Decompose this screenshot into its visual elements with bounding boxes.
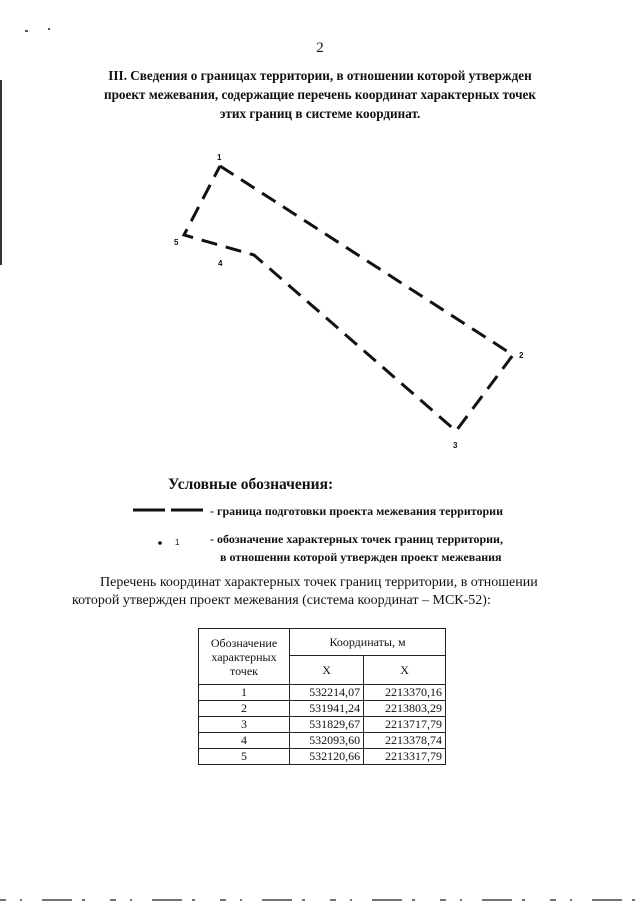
- table-row: [199, 717, 446, 733]
- point-label-1: 1: [217, 153, 222, 162]
- coordinates-intro: [72, 574, 572, 610]
- section-heading: [60, 66, 580, 123]
- legend-point-line: - обозначение характерных точек границ территории,: [210, 532, 503, 546]
- scan-speck: [48, 28, 50, 30]
- scan-speck: [25, 30, 28, 32]
- coordinates-table: [198, 628, 446, 765]
- legend-point-symbol: [156, 535, 196, 549]
- y-cell: 2213378,74: [364, 733, 446, 749]
- coordinates-header: Координаты, м: [290, 629, 446, 656]
- boundary-scheme: [160, 148, 540, 458]
- y-cell: 2213370,16: [364, 685, 446, 701]
- boundary-line: [184, 166, 513, 431]
- x-cell: 532120,66: [290, 749, 364, 765]
- x-cell: 531941,24: [290, 701, 364, 717]
- intro-line-2: которой утвержден проект межевания (система координат – МСК-52):: [72, 593, 491, 608]
- legend-point-line: в отношении которой утвержден проект межевания: [220, 550, 502, 564]
- table-row: [199, 685, 446, 701]
- point-label-3: 3: [453, 441, 458, 450]
- point-cell: 2: [199, 701, 290, 717]
- heading-line: III. Сведения о границах территории, в отношении которой утвержден: [108, 68, 532, 83]
- point-cell: 4: [199, 733, 290, 749]
- x-cell: 532214,07: [290, 685, 364, 701]
- table-row: [199, 733, 446, 749]
- y-column-header: X: [364, 656, 446, 685]
- point-cell: 1: [199, 685, 290, 701]
- point-label-5: 5: [174, 238, 179, 247]
- point-cell: 3: [199, 717, 290, 733]
- point-label-4: 4: [218, 259, 223, 268]
- scan-bottom-noise: [0, 899, 640, 901]
- intro-line-1: Перечень координат характерных точек границ территории, в отношении: [100, 575, 538, 590]
- scan-edge-line: [0, 80, 2, 265]
- heading-line: проект межевания, содержащие перечень координат характерных точек: [103, 87, 536, 102]
- table-row: [199, 701, 446, 717]
- point-cell: 5: [199, 749, 290, 765]
- point-column-header: Обозначение характерных точек: [199, 629, 290, 685]
- page-number: 2: [316, 40, 324, 56]
- legend-point-text: [210, 530, 503, 566]
- x-cell: 532093,60: [290, 733, 364, 749]
- x-cell: 531829,67: [290, 717, 364, 733]
- heading-line: этих границ в системе координат.: [219, 106, 421, 121]
- legend-title: Условные обозначения:: [168, 476, 334, 493]
- legend-point-sample: 1: [175, 538, 180, 547]
- x-column-header: X: [290, 656, 364, 685]
- point-label-2: 2: [519, 351, 524, 360]
- table-row: [199, 749, 446, 765]
- y-cell: 2213717,79: [364, 717, 446, 733]
- y-cell: 2213317,79: [364, 749, 446, 765]
- legend-boundary-symbol: [133, 502, 203, 516]
- y-cell: 2213803,29: [364, 701, 446, 717]
- legend-boundary-text: - граница подготовки проекта межевания территории: [210, 504, 503, 518]
